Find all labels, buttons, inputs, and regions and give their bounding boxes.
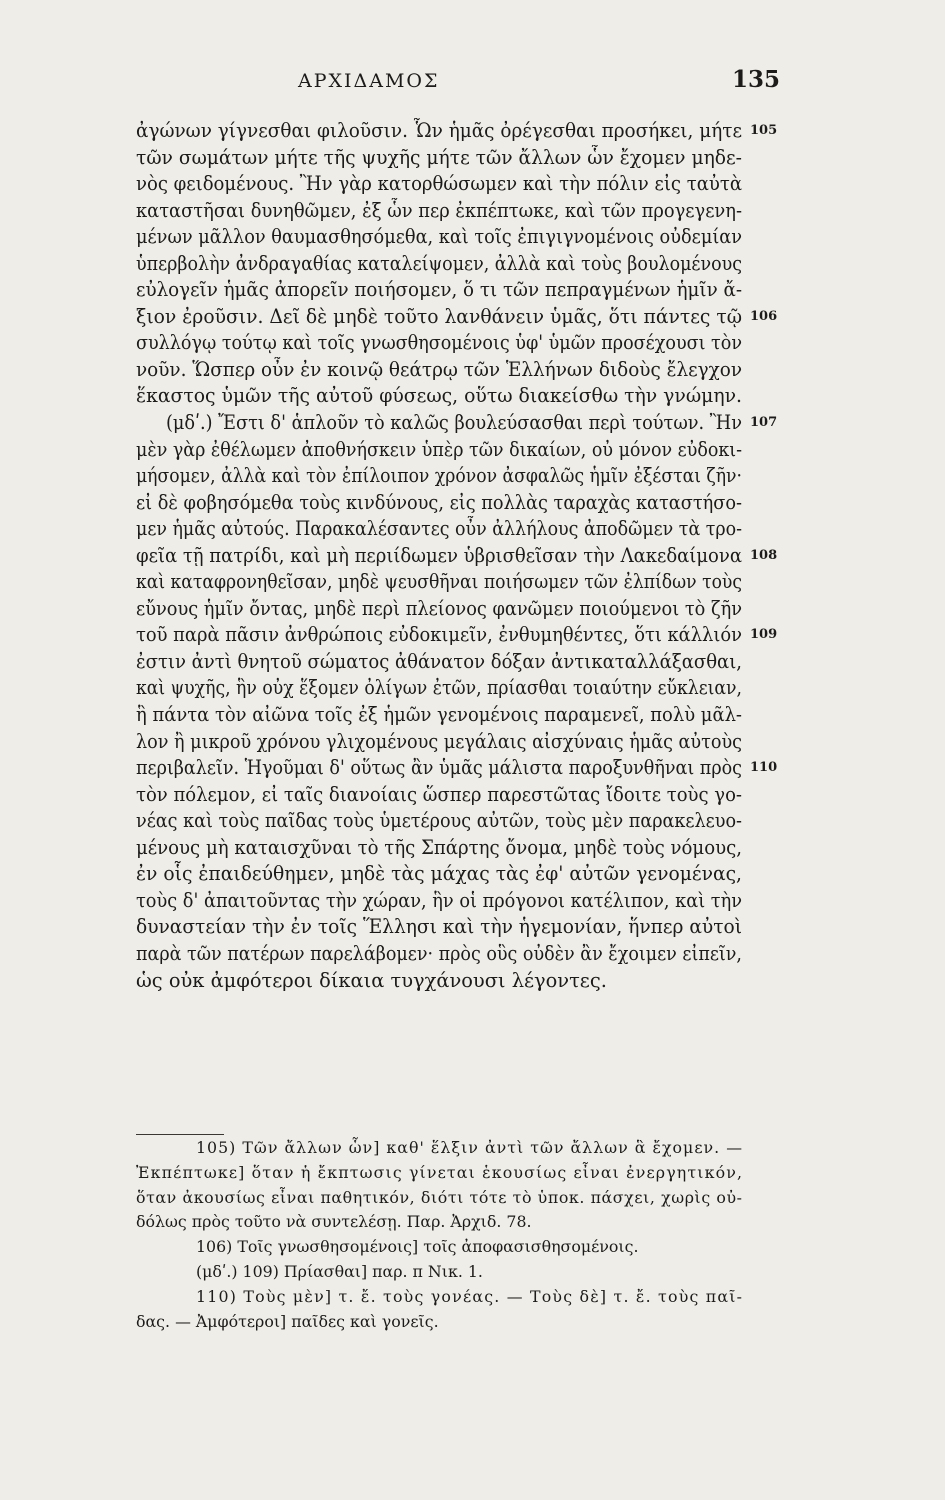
- footnotes: [0, 1136, 945, 1334]
- text-line-content: τοῦ παρὰ πᾶσιν ἀνθρώποις εὐδοκιμεῖν, ἐνθυμηθέντες, ὅτι κάλλιόν: [136, 623, 742, 647]
- text-line: [0, 437, 945, 464]
- text-line: [0, 516, 945, 543]
- text-line-content: ἣ πάντα τὸν αἰῶνα τοῖς ἐξ ἡμῶν γενομένοις παραμενεῖ, πολὺ μᾶλ-: [136, 703, 742, 727]
- footnote-line-content: (μδʹ.) 109) Πρίασθαι] παρ. π Νικ. 1.: [196, 1261, 483, 1281]
- margin-section-number: 108: [750, 547, 778, 563]
- footnote-line-content: 106) Τοῖς γνωσθησομένοις] τοῖς ἀποφασισθησομένοις.: [196, 1237, 639, 1257]
- text-line-content: ὑπερβολὴν ἀνδραγαθίας καταλείψομεν, ἀλλὰ καὶ τοὺς βουλομένους: [136, 251, 742, 275]
- text-line: [0, 622, 945, 649]
- text-line: [0, 941, 945, 968]
- text-line: [0, 888, 945, 915]
- text-line-content: παρὰ τῶν πατέρων παρελάβομεν· πρὸς οὓς οὐδὲν ἂν ἔχοιμεν εἰπεῖν,: [136, 941, 742, 965]
- text-line: [0, 649, 945, 676]
- text-line-content: καταστῆσαι δυνηθῶμεν, ἐξ ὧν περ ἐκπέπτωκε, καὶ τῶν προγεγενη-: [136, 198, 742, 222]
- text-line-content: ἕκαστος ὑμῶν τῆς αὐτοῦ φύσεως, οὕτω διακείσθω τὴν γνώμην.: [136, 384, 742, 408]
- text-line: [0, 198, 945, 225]
- text-line: [0, 755, 945, 782]
- text-line-content: μὲν γὰρ ἐθέλωμεν ἀποθνήσκειν ὑπὲρ τῶν δικαίων, οὐ μόνον εὐδοκι-: [136, 437, 742, 461]
- text-line-content: μήσομεν, ἀλλὰ καὶ τὸν ἐπίλοιπον χρόνον ἀσφαλῶς ἡμῖν ἐξέσται ζῆν·: [136, 464, 742, 488]
- text-line-content: λον ἢ μικροῦ χρόνου γλιχομένους μεγάλαις αἰσχύναις ἡμᾶς αὐτοὺς: [136, 729, 742, 753]
- text-line: [0, 330, 945, 357]
- text-line: [0, 569, 945, 596]
- text-line: [0, 463, 945, 490]
- text-line-content: νὸς φειδομένους. Ἢν γὰρ κατορθώσωμεν καὶ τὴν πόλιν εἰς ταὐτὰ: [136, 172, 742, 196]
- text-line: [0, 251, 945, 278]
- text-line-content: (μδʹ.) Ἔστι δ' ἁπλοῦν τὸ καλῶς βουλεύσασθαι περὶ τούτων. Ἢν: [166, 411, 742, 435]
- text-line: [0, 702, 945, 729]
- text-line-content: ἀγώνων γίγνεσθαι φιλοῦσιν. Ὧν ἡμᾶς ὀρέγεσθαι προσήκει, μήτε: [136, 119, 742, 142]
- text-line: [0, 782, 945, 809]
- text-line: [0, 914, 945, 941]
- footnote-line: [0, 1235, 945, 1260]
- text-line: [0, 729, 945, 756]
- text-line: [0, 383, 945, 410]
- margin-section-number: 109: [750, 627, 778, 643]
- text-line-content: καὶ καταφρονηθεῖσαν, μηδὲ ψευσθῆναι ποιήσωμεν τῶν ἐλπίδων τοὺς: [136, 570, 742, 594]
- main-text: [0, 118, 945, 994]
- footnote-line: [0, 1136, 945, 1161]
- text-line-content: εὔνους ἡμῖν ὄντας, μηδὲ περὶ πλείονος φανῶμεν ποιούμενοι τὸ ζῆν: [136, 596, 742, 620]
- text-line-content: συλλόγῳ τούτῳ καὶ τοῖς γνωσθησομένοις ὑφ' ὑμῶν προσέχουσι τὸν: [136, 331, 742, 355]
- text-line: [0, 675, 945, 702]
- text-line-content: μένων μᾶλλον θαυμασθησόμεθα, καὶ τοῖς ἐπιγιγνομένοις οὐδεμίαν: [136, 225, 742, 249]
- running-title: ΑΡΧΙΔΑΜΟΣ: [298, 70, 440, 92]
- text-line-content: νέας καὶ τοὺς παῖδας τοὺς ὑμετέρους αὐτῶν, τοὺς μὲν παρακελευο-: [136, 809, 742, 833]
- footnote-line: [0, 1260, 945, 1285]
- text-line-content: τὸν πόλεμον, εἰ ταῖς διανοίαις ὥσπερ παρεστῶτας ἴδοιτε τοὺς γο-: [136, 782, 742, 806]
- margin-section-number: 110: [750, 760, 778, 776]
- footnote-line: [0, 1186, 945, 1211]
- text-line: [0, 861, 945, 888]
- text-line: [0, 224, 945, 251]
- footnote-line-content: 105) Τῶν ἄλλων ὧν] καθ' ἕλξιν ἀντὶ τῶν ἄλλων ἃ ἔχομεν. —: [196, 1138, 743, 1157]
- text-line: [0, 277, 945, 304]
- footnote-line-content: 110) Τοὺς μὲν] τ. ἔ. τοὺς γονέας. — Τοὺς δὲ] τ. ἔ. τοὺς παῖ-: [196, 1286, 744, 1306]
- text-line: [0, 596, 945, 623]
- text-line: [0, 543, 945, 570]
- footnote-line: [0, 1285, 945, 1310]
- footnote-line: [0, 1161, 945, 1186]
- margin-section-number: 106: [750, 308, 778, 324]
- text-line-content: νοῦν. Ὥσπερ οὖν ἐν κοινῷ θεάτρῳ τῶν Ἑλλήνων διδοὺς ἔλεγχον: [136, 357, 742, 381]
- footnote-line-content: δόλως πρὸς τοῦτο νὰ συντελέσῃ. Παρ. Ἀρχιδ. 78.: [136, 1212, 532, 1232]
- text-line: [0, 118, 945, 145]
- text-line-content: ξιον ἐροῦσιν. Δεῖ δὲ μηδὲ τοῦτο λανθάνειν ὑμᾶς, ὅτι πάντες τῷ: [136, 304, 742, 328]
- footnote-line-content: Ἐκπέπτωκε] ὅταν ἡ ἔκπτωσις γίνεται ἑκουσίως εἶναι ἐνεργητικόν,: [136, 1162, 744, 1182]
- text-line-content: τῶν σωμάτων μήτε τῆς ψυχῆς μήτε τῶν ἄλλων ὧν ἔχομεν μηδε-: [136, 145, 742, 169]
- text-line-content: δυναστείαν τὴν ἐν τοῖς Ἕλλησι καὶ τὴν ἡγεμονίαν, ἥνπερ αὐτοὶ: [136, 915, 742, 939]
- footnote-rule: [136, 1134, 224, 1135]
- footnote-line-content: ὅταν ἀκουσίως εἶναι παθητικόν, διότι τότε τὸ ὑποκ. πάσχει, χωρὶς οὐ-: [136, 1187, 743, 1207]
- text-line-content: ὡς οὐκ ἀμφότεροι δίκαια τυγχάνουσι λέγοντες.: [136, 968, 607, 992]
- text-line-content: τοὺς δ' ἀπαιτοῦντας τὴν χώραν, ἣν οἱ πρόγονοι κατέλιπον, καὶ τὴν: [136, 888, 742, 912]
- text-line-content: φεῖα τῇ πατρίδι, καὶ μὴ περιίδωμεν ὑβρισθεῖσαν τὴν Λακεδαίμονα: [136, 543, 742, 567]
- text-line-content: εἰ δὲ φοβησόμεθα τοὺς κινδύνους, εἰς πολλὰς ταραχὰς καταστήσο-: [136, 490, 742, 514]
- text-line: [0, 304, 945, 331]
- text-line-content: ἐν οἷς ἐπαιδεύθημεν, μηδὲ τὰς μάχας τὰς ἐφ' αὐτῶν γενομένας,: [136, 862, 742, 886]
- text-line-content: μένους μὴ καταισχῦναι τὸ τῆς Σπάρτης ὄνομα, μηδὲ τοὺς νόμους,: [136, 835, 742, 859]
- footnote-line: [0, 1210, 945, 1235]
- text-line: [0, 410, 945, 437]
- page-number: 135: [732, 66, 781, 93]
- text-line-content: περιβαλεῖν. Ἡγοῦμαι δ' οὕτως ἂν ὑμᾶς μάλιστα παροξυνθῆναι πρὸς: [136, 756, 742, 780]
- text-line-content: εὐλογεῖν ἡμᾶς ἀπορεῖν ποιήσομεν, ὅ τι τῶν πεπραγμένων ἡμῖν ἄ-: [136, 278, 742, 302]
- text-line: [0, 808, 945, 835]
- running-head: [0, 66, 945, 100]
- text-line-content: καὶ ψυχῆς, ἣν οὐχ ἕξομεν ὀλίγων ἐτῶν, πρίασθαι τοιαύτην εὔκλειαν,: [136, 676, 742, 700]
- footnote-line-content: δας. — Ἀμφότεροι] παῖδες καὶ γονεῖς.: [136, 1311, 439, 1331]
- text-line: [0, 968, 945, 995]
- text-line-content: ἐστιν ἀντὶ θνητοῦ σώματος ἀθάνατον δόξαν ἀντικαταλλάξασθαι,: [136, 649, 742, 673]
- text-line-content: μεν ἡμᾶς αὐτούς. Παρακαλέσαντες οὖν ἀλλήλους ἀποδῶμεν τὰ τρο-: [136, 517, 742, 541]
- text-line: [0, 357, 945, 384]
- text-line: [0, 145, 945, 172]
- text-line: [0, 171, 945, 198]
- footnote-line: [0, 1310, 945, 1335]
- margin-section-number: 105: [750, 123, 778, 138]
- margin-section-number: 107: [750, 415, 778, 431]
- text-line: [0, 490, 945, 517]
- text-line: [0, 835, 945, 862]
